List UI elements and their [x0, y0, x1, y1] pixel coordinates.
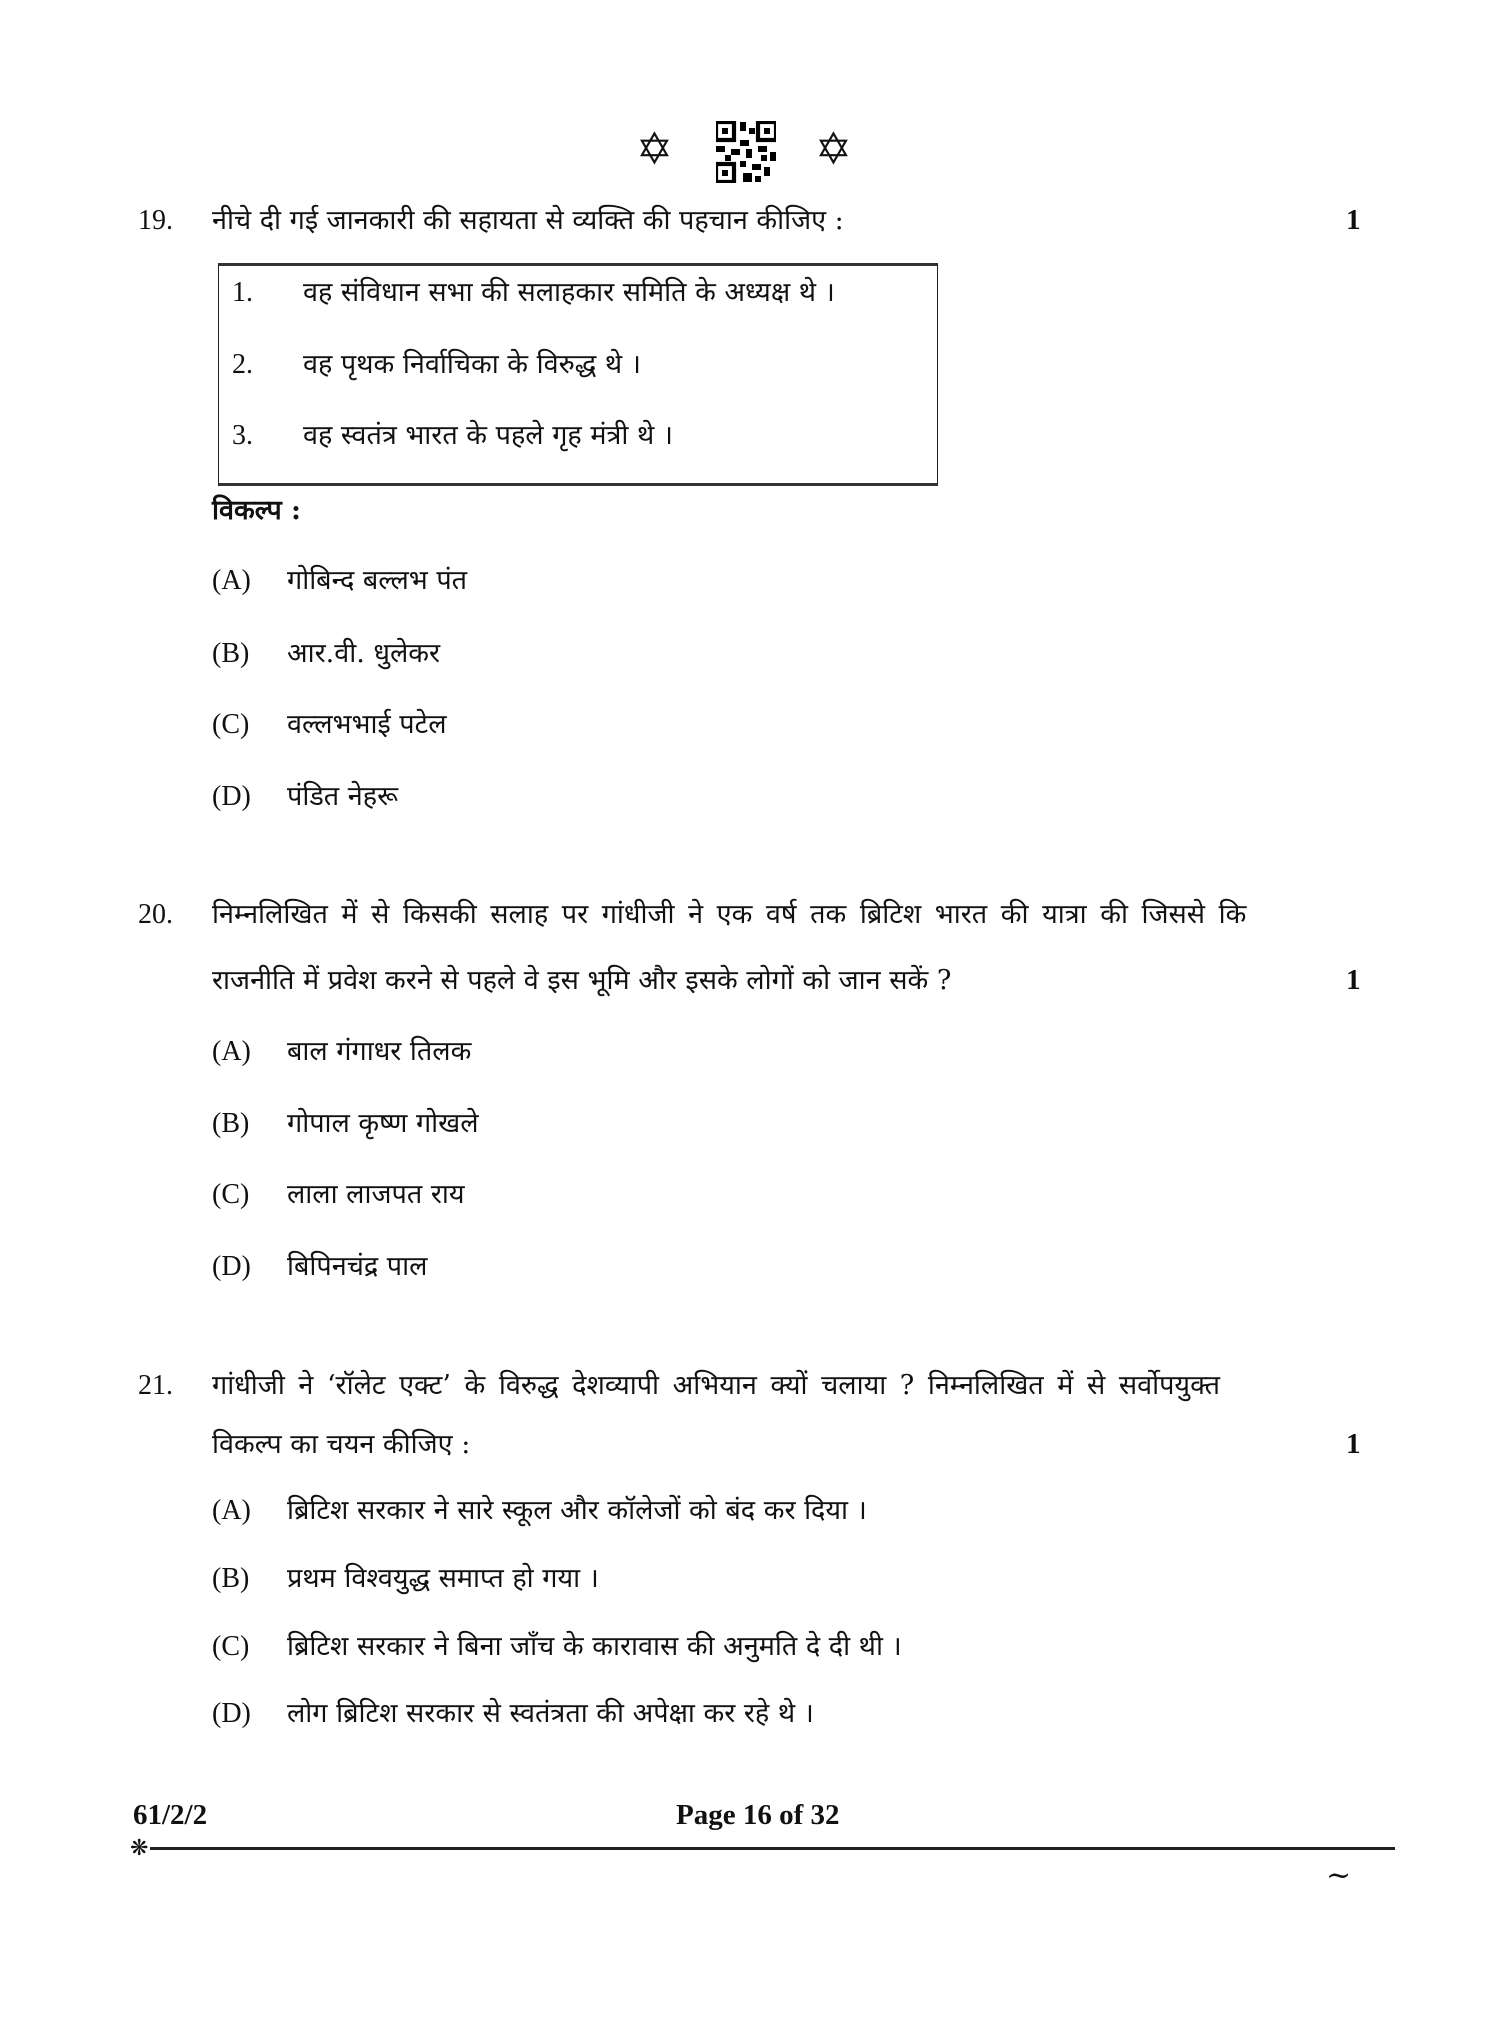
option-text: बिपिनचंद्र पाल — [287, 1251, 428, 1282]
star-of-david-icon: ✡ — [636, 124, 673, 175]
clue-text: वह स्वतंत्र भारत के पहले गृह मंत्री थे । — [303, 420, 674, 451]
clue-number: 3. — [232, 420, 253, 451]
option-text: गोपाल कृष्ण गोखले — [287, 1108, 479, 1139]
question-number: 20. — [138, 899, 173, 930]
option-text: लाला लाजपत राय — [287, 1179, 465, 1210]
option-text: आर.वी. धुलेकर — [287, 638, 441, 669]
footer-rule — [150, 1847, 1395, 1850]
question-marks: 1 — [1346, 1428, 1361, 1460]
question-text: राजनीति में प्रवेश करने से पहले वे इस भूमि और इसके लोगों को जान सकें ? — [212, 965, 952, 996]
options-label: विकल्प : — [212, 495, 302, 526]
flower-icon: ❋ — [130, 1836, 149, 1861]
question-number: 21. — [138, 1370, 173, 1401]
page-number: Page 16 of 32 — [676, 1799, 840, 1831]
option-text: पंडित नेहरू — [287, 781, 399, 812]
question-marks: 1 — [1346, 964, 1361, 996]
footer-mark: ~ — [1326, 1858, 1352, 1893]
clue-text: वह संविधान सभा की सलाहकार समिति के अध्यक्ष थे । — [303, 277, 835, 308]
option-label: (B) — [212, 1563, 250, 1594]
star-of-david-icon: ✡ — [815, 124, 852, 175]
clue-number: 2. — [232, 349, 253, 380]
option-text: वल्लभभाई पटेल — [287, 709, 447, 740]
option-text: प्रथम विश्वयुद्ध समाप्त हो गया । — [287, 1563, 599, 1594]
option-label: (A) — [212, 1495, 251, 1526]
option-label: (C) — [212, 1631, 250, 1662]
question-text: गांधीजी ने ‘रॉलेट एक्ट’ के विरुद्ध देशव्यापी अभियान क्यों चलाया ? निम्नलिखित में से सर्वोपयुक्त — [212, 1370, 1220, 1401]
clue-number: 1. — [232, 277, 253, 308]
option-text: बाल गंगाधर तिलक — [287, 1036, 472, 1067]
option-text: गोबिन्द बल्लभ पंत — [287, 565, 468, 596]
question-text: निम्नलिखित में से किसकी सलाह पर गांधीजी ने एक वर्ष तक ब्रिटिश भारत की यात्रा की जिससे कि — [212, 899, 1247, 930]
option-label: (A) — [212, 1036, 251, 1067]
option-label: (B) — [212, 1108, 250, 1139]
option-label: (A) — [212, 565, 251, 596]
qr-code-icon — [716, 121, 776, 183]
question-text: विकल्प का चयन कीजिए : — [212, 1429, 471, 1460]
option-text: ब्रिटिश सरकार ने बिना जाँच के कारावास की अनुमति दे दी थी । — [287, 1631, 902, 1662]
option-text: ब्रिटिश सरकार ने सारे स्कूल और कॉलेजों को बंद कर दिया । — [287, 1495, 867, 1526]
clue-text: वह पृथक निर्वाचिका के विरुद्ध थे । — [303, 349, 641, 380]
option-label: (C) — [212, 709, 250, 740]
question-text: नीचे दी गई जानकारी की सहायता से व्यक्ति की पहचान कीजिए : — [212, 205, 844, 236]
question-number: 19. — [138, 205, 173, 236]
option-label: (D) — [212, 1251, 251, 1282]
option-text: लोग ब्रिटिश सरकार से स्वतंत्रता की अपेक्षा कर रहे थे । — [287, 1698, 814, 1729]
option-label: (B) — [212, 638, 250, 669]
option-label: (C) — [212, 1179, 250, 1210]
paper-code: 61/2/2 — [133, 1799, 208, 1831]
question-marks: 1 — [1346, 204, 1361, 236]
option-label: (D) — [212, 1698, 251, 1729]
option-label: (D) — [212, 781, 251, 812]
